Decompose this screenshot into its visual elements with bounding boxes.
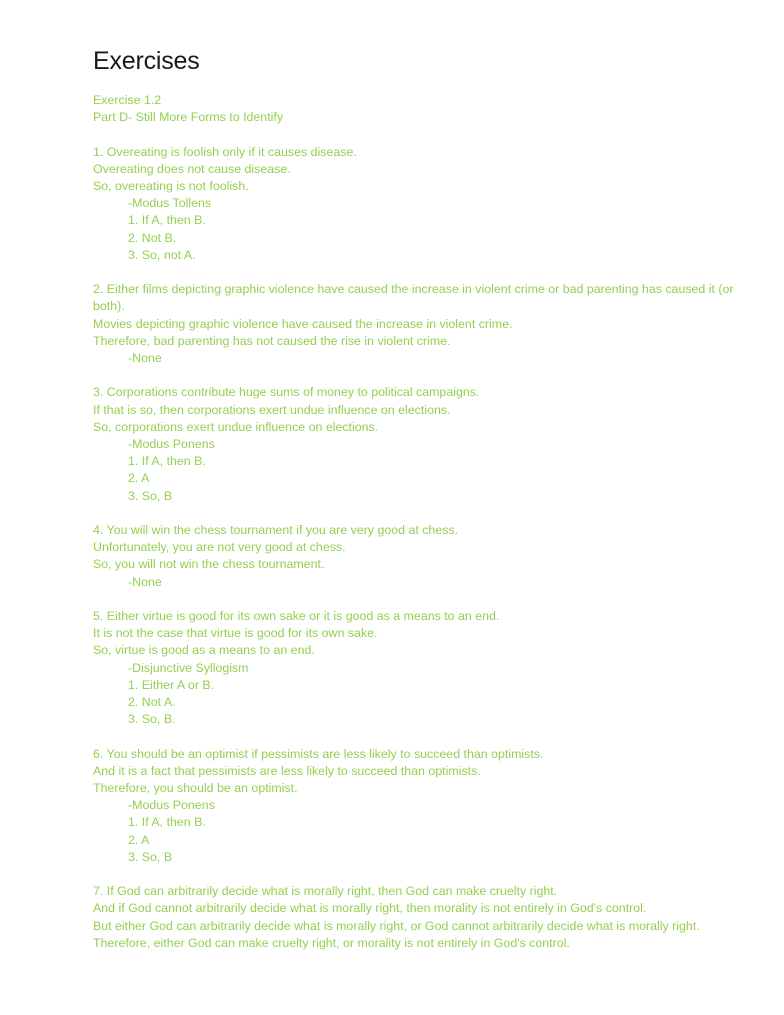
answer-form-step: 2. A (128, 832, 150, 847)
exercise-item-5 (93, 608, 743, 746)
exercise-premise-line: Overeating does not cause disease. (93, 161, 291, 176)
exercise-premise-line: If that is so, then corporations exert undue influence on elections. (93, 402, 451, 417)
exercise-premise-line: Movies depicting graphic violence have caused the increase in violent crime. (93, 316, 513, 331)
page-title: Exercises (93, 47, 200, 75)
exercise-statement: 2. Either films depicting graphic violence have caused the increase in violent crime or bad parenting has caused it (or both). (93, 282, 734, 314)
answer-form-step: 3. So, B (128, 849, 173, 864)
answer-form-step: 1. Either A or B. (128, 677, 215, 692)
answer-form-step: 1. If A, then B. (128, 454, 206, 469)
answer-form-step: 2. Not A. (128, 695, 176, 710)
exercise-statement: 6. You should be an optimist if pessimists are less likely to succeed than optimists. (93, 746, 544, 761)
exercise-part-heading: Part D- Still More Forms to Identify (93, 110, 284, 125)
exercise-premise-line: Unfortunately, you are not very good at chess. (93, 540, 346, 555)
exercise-premise-line: Therefore, bad parenting has not caused the rise in violent crime. (93, 333, 451, 348)
exercise-premise-line: It is not the case that virtue is good for its own sake. (93, 626, 378, 641)
spacer (93, 505, 743, 522)
spacer (93, 264, 743, 281)
exercise-number: Exercise 1.2 (93, 93, 162, 107)
exercise-statement: 5. Either virtue is good for its own sake or it is good as a means to an end. (93, 609, 500, 624)
answer-form-step: 3. So, not A. (128, 247, 196, 262)
exercise-statement: 3. Corporations contribute huge sums of money to political campaigns. (93, 385, 480, 400)
answer-form-step: 2. Not B. (128, 230, 177, 245)
exercise-item-6 (93, 746, 743, 884)
answer-form-name: -Modus Ponens (128, 437, 215, 452)
answer-form-step: 1. If A, then B. (128, 213, 206, 228)
spacer (93, 728, 743, 745)
spacer (93, 126, 743, 143)
answer-form-name: -Modus Tollens (128, 196, 212, 211)
exercise-premise-line: So, virtue is good as a means to an end. (93, 643, 315, 658)
spacer (93, 367, 743, 384)
document-page (93, 44, 743, 952)
answer-form-step: 3. So, B. (128, 712, 176, 727)
answer-form-step: 1. If A, then B. (128, 815, 206, 830)
spacer (93, 866, 743, 883)
exercise-premise-line: So, overeating is not foolish. (93, 179, 249, 193)
exercise-premise-line: And if God cannot arbitrarily decide what is morally right, then morality is not entirely in God's control. (93, 901, 647, 916)
exercise-item-3 (93, 384, 743, 522)
spacer (93, 591, 743, 608)
answer-form-step: 3. So, B (128, 488, 173, 503)
problems-list (93, 144, 743, 952)
answer-form-step: 2. A (128, 471, 150, 486)
answer-form-name: -Modus Ponens (128, 798, 215, 813)
exercise-statement: 7. If God can arbitrarily decide what is morally right, then God can make cruelty right. (93, 884, 558, 899)
exercise-premise-line: And it is a fact that pessimists are less likely to succeed than optimists. (93, 763, 481, 778)
exercise-statement: 4. You will win the chess tournament if you are very good at chess. (93, 523, 459, 538)
exercise-statement: 1. Overeating is foolish only if it causes disease. (93, 144, 357, 159)
exercise-item-4 (93, 522, 743, 608)
answer-form-name: -Disjunctive Syllogism (128, 660, 249, 675)
exercise-item-7 (93, 883, 743, 952)
document-body (93, 92, 743, 952)
answer-form-name: -None (128, 351, 162, 366)
exercise-premise-line: So, corporations exert undue influence on elections. (93, 419, 379, 434)
exercise-item-2 (93, 281, 743, 384)
exercise-premise-line: So, you will not win the chess tournament. (93, 557, 325, 572)
exercise-premise-line: Therefore, you should be an optimist. (93, 781, 298, 796)
answer-form-name: -None (128, 574, 162, 589)
exercise-item-1 (93, 144, 743, 282)
exercise-premise-line: But either God can arbitrarily decide what is morally right, or God cannot arbitrarily decide what is morally right. Therefore, either God can make cruelty right, or morality is not entirely in God's control. (93, 918, 700, 950)
